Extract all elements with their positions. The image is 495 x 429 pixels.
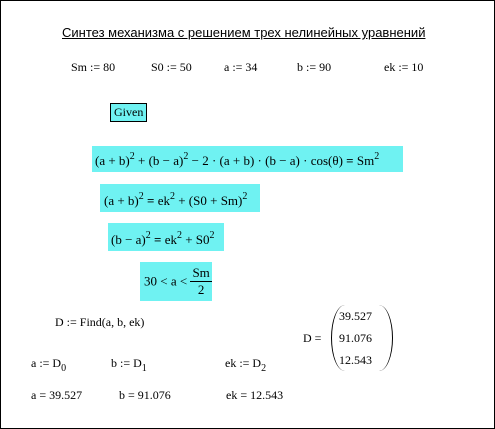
eq2-rhs-b: + (S0 + Sm) xyxy=(174,193,243,208)
eq2-lhs: (a + b) xyxy=(104,193,139,208)
assign-a[interactable] xyxy=(31,356,67,374)
definition-b[interactable]: b := 90 xyxy=(297,60,332,74)
assign-ek-text: ek := D xyxy=(225,356,262,370)
find-statement[interactable]: D := Find(a, b, ek) xyxy=(55,315,145,329)
eq1-term-rest: − 2 · (a + b) · (b − a) · cos(θ) xyxy=(188,153,347,168)
eq2-exp-rhs-b: 2 xyxy=(242,191,248,202)
matrix-value-2: 12.543 xyxy=(339,353,372,367)
assign-a-text: a := D xyxy=(31,356,62,370)
equation-3[interactable] xyxy=(111,232,215,248)
ineq-fraction xyxy=(190,265,211,298)
definition-sm[interactable]: Sm := 80 xyxy=(71,60,116,74)
matrix-value-1: 91.076 xyxy=(339,331,372,345)
result-a[interactable]: a = 39.527 xyxy=(31,388,83,402)
assign-b[interactable] xyxy=(111,356,147,374)
eq3-exp-rhs-b: 2 xyxy=(209,230,215,241)
matrix-label: D = xyxy=(303,331,322,345)
equation-2[interactable] xyxy=(104,193,247,209)
ineq-left: 30 < a < xyxy=(144,273,191,289)
ineq-denominator: 2 xyxy=(197,282,205,297)
eq3-rhs-a: ek xyxy=(161,232,177,247)
result-ek[interactable]: ek = 12.543 xyxy=(226,388,284,402)
eq1-term-a: (a + b) xyxy=(95,153,130,168)
eq1-exp-rhs: 2 xyxy=(374,151,380,162)
assign-b-index: 1 xyxy=(141,363,147,374)
definition-a[interactable]: a := 34 xyxy=(224,60,258,74)
assign-ek-index: 2 xyxy=(261,363,267,374)
result-b[interactable]: b = 91.076 xyxy=(119,388,171,402)
assign-a-index: 0 xyxy=(61,363,67,374)
definition-s0[interactable]: S0 := 50 xyxy=(151,60,192,74)
eq1-exp-a: 2 xyxy=(129,151,135,162)
eq2-exp-rhs-a: 2 xyxy=(169,191,175,202)
eq1-exp-b: 2 xyxy=(183,151,189,162)
worksheet-title: Синтез механизма с решением трех нелинейных уравнений xyxy=(62,25,426,40)
eq2-equals: = xyxy=(147,193,155,208)
eq1-rhs: Sm xyxy=(353,153,375,168)
assign-ek[interactable] xyxy=(225,356,267,374)
eq3-equals: = xyxy=(154,232,162,247)
eq2-rhs-a: ek xyxy=(154,193,170,208)
eq2-exp-lhs: 2 xyxy=(138,191,144,202)
eq3-exp-rhs-a: 2 xyxy=(176,230,182,241)
definition-ek[interactable]: ek := 10 xyxy=(384,60,424,74)
eq1-equals: = xyxy=(346,153,354,168)
matrix-value-0: 39.527 xyxy=(339,309,372,323)
given-block[interactable]: Given xyxy=(110,103,147,122)
ineq-numerator: Sm xyxy=(192,265,210,280)
inequality-constraint[interactable] xyxy=(144,265,212,298)
equation-1[interactable] xyxy=(95,153,379,169)
eq3-exp-lhs: 2 xyxy=(145,230,151,241)
eq3-lhs: (b − a) xyxy=(111,232,146,247)
eq3-rhs-b: + S0 xyxy=(181,232,210,247)
assign-b-text: b := D xyxy=(111,356,142,370)
eq1-term-b: + (b − a) xyxy=(134,153,184,168)
